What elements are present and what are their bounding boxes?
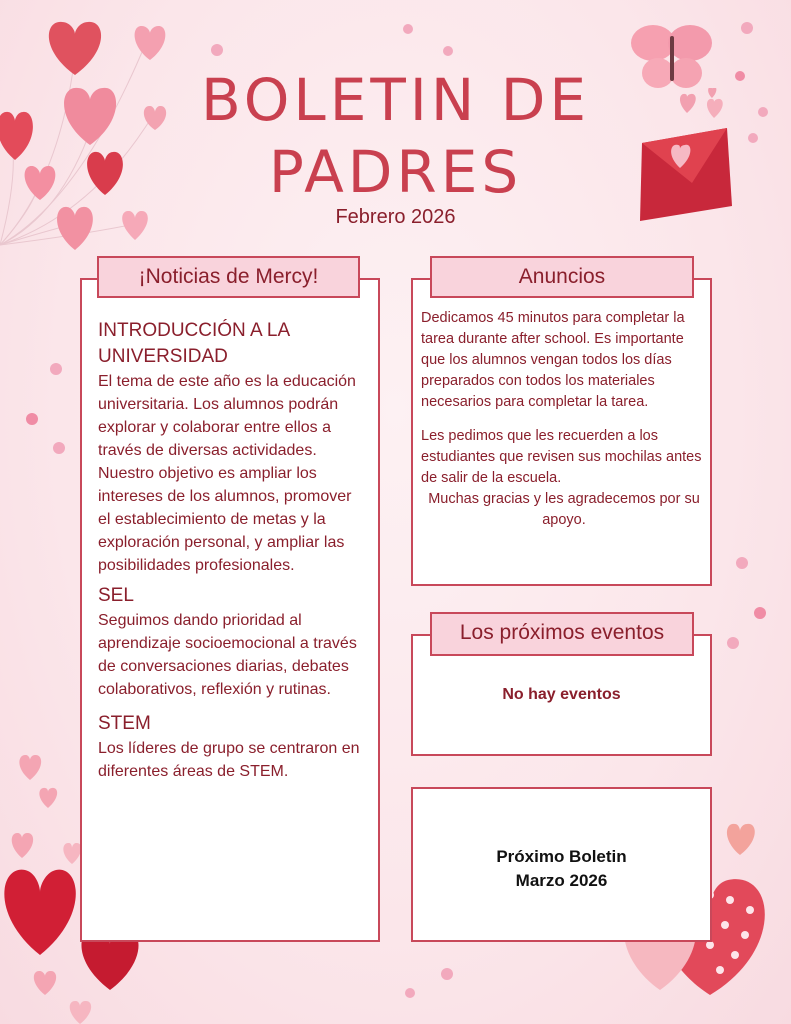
decor-dot [405,988,415,998]
decor-dot [741,22,753,34]
section-body: Los líderes de grupo se centraron en diferentes áreas de STEM. [98,740,360,780]
newsletter-title [0,64,791,208]
announcements-tab: Anuncios [430,256,694,298]
announcements-content [421,308,707,531]
title-line-1: BOLETIN DE [200,66,591,134]
news-section-stem [98,711,368,783]
announcements-panel [411,278,712,586]
announcement-paragraph: Muchas gracias y les agradecemos por su apoyo. [428,491,700,528]
section-heading: INTRODUCCIÓN A LA UNIVERSIDAD [98,320,290,367]
news-content [98,318,368,783]
news-tab: ¡Noticias de Mercy! [97,256,360,298]
news-section-sel [98,583,368,701]
section-heading: STEM [98,713,151,734]
decor-dot [443,46,453,56]
next-issue-label: Próximo Boletin [496,847,627,866]
section-heading: SEL [98,585,134,606]
decor-dot [727,637,739,649]
events-message: No hay eventos [502,686,621,703]
announcement-paragraph: Les pedimos que les recuerden a los estudiantes que revisen sus mochilas antes de salir de la escuela. [421,428,702,486]
section-body: Seguimos dando prioridad al aprendizaje socioemocional a través de conversaciones diarias, debates colaborativos, reflexión y rutinas. [98,612,357,698]
newsletter-date: Febrero 2026 [335,206,456,228]
news-panel [80,278,380,942]
decor-dot [50,363,62,375]
section-body: El tema de este año es la educación universitaria. Los alumnos podrán explorar y colaborar entre ellos a través de diversas actividades. Nuestro objetivo es ampliar los intereses de los alumnos, promover el establecimiento de metas y la exploración personal, y ampliar las posibilidades profesionales. [98,373,356,574]
decor-dot [441,968,453,980]
news-section-intro [98,318,368,577]
decor-dot [403,24,413,34]
decor-dot [754,607,766,619]
decor-dot [211,44,223,56]
decor-dot [736,557,748,569]
events-tab: Los próximos eventos [430,612,694,656]
next-issue-date: Marzo 2026 [515,871,608,890]
title-line-2: PADRES [268,138,523,206]
next-issue-text [413,845,710,893]
next-issue-panel [411,787,712,942]
decor-dot [53,442,65,454]
decor-dot [26,413,38,425]
announcement-paragraph: Dedicamos 45 minutos para completar la tarea durante after school. Es importante que los alumnos vengan todos los días preparados con todos los materiales necesarios para completar la tarea. [421,310,685,410]
